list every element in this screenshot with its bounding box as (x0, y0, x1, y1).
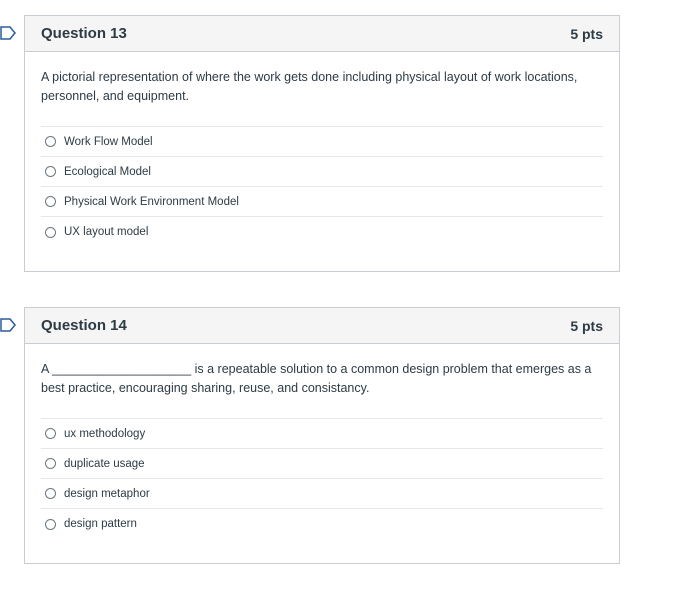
radio-button[interactable] (45, 428, 56, 439)
answer-label: design metaphor (64, 487, 150, 500)
radio-button[interactable] (45, 488, 56, 499)
answer-label: design pattern (64, 518, 137, 530)
answer-option[interactable] (41, 217, 603, 247)
radio-button[interactable] (45, 519, 56, 530)
question-header (25, 308, 619, 344)
question-text: A ____________________ is a repeatable solution to a common design problem that emerges as a best practice, encouraging sharing, reuse, and consistancy. (41, 362, 592, 395)
question-title: Question 14 (41, 317, 127, 334)
answer-option[interactable] (41, 187, 603, 217)
question-points: 5 pts (570, 317, 603, 334)
answer-label: Ecological Model (64, 165, 151, 178)
question-text: A pictorial representation of where the work gets done including physical layout of work locations, personnel, and equipment. (41, 70, 578, 103)
answer-option[interactable] (41, 127, 603, 157)
question-body (25, 52, 619, 247)
question-title: Question 13 (41, 25, 127, 42)
answer-option[interactable] (41, 479, 603, 509)
radio-button[interactable] (45, 166, 56, 177)
flag-question-icon[interactable] (0, 318, 16, 332)
answer-option[interactable] (41, 509, 603, 539)
question-header (25, 16, 619, 52)
radio-button[interactable] (45, 458, 56, 469)
answer-label: UX layout model (64, 226, 149, 238)
answer-option[interactable] (41, 419, 603, 449)
answer-option[interactable] (41, 157, 603, 187)
question-body (25, 344, 619, 539)
answer-label: duplicate usage (64, 457, 145, 470)
answer-list (41, 126, 603, 247)
question-14 (24, 307, 620, 564)
question-13 (24, 15, 620, 272)
radio-button[interactable] (45, 136, 56, 147)
radio-button[interactable] (45, 227, 56, 238)
flag-question-icon[interactable] (0, 26, 16, 40)
answer-label: Work Flow Model (64, 135, 153, 148)
radio-button[interactable] (45, 196, 56, 207)
answer-label: Physical Work Environment Model (64, 195, 239, 208)
answer-list (41, 418, 603, 539)
question-points: 5 pts (570, 25, 603, 42)
answer-option[interactable] (41, 449, 603, 479)
answer-label: ux methodology (64, 427, 146, 440)
